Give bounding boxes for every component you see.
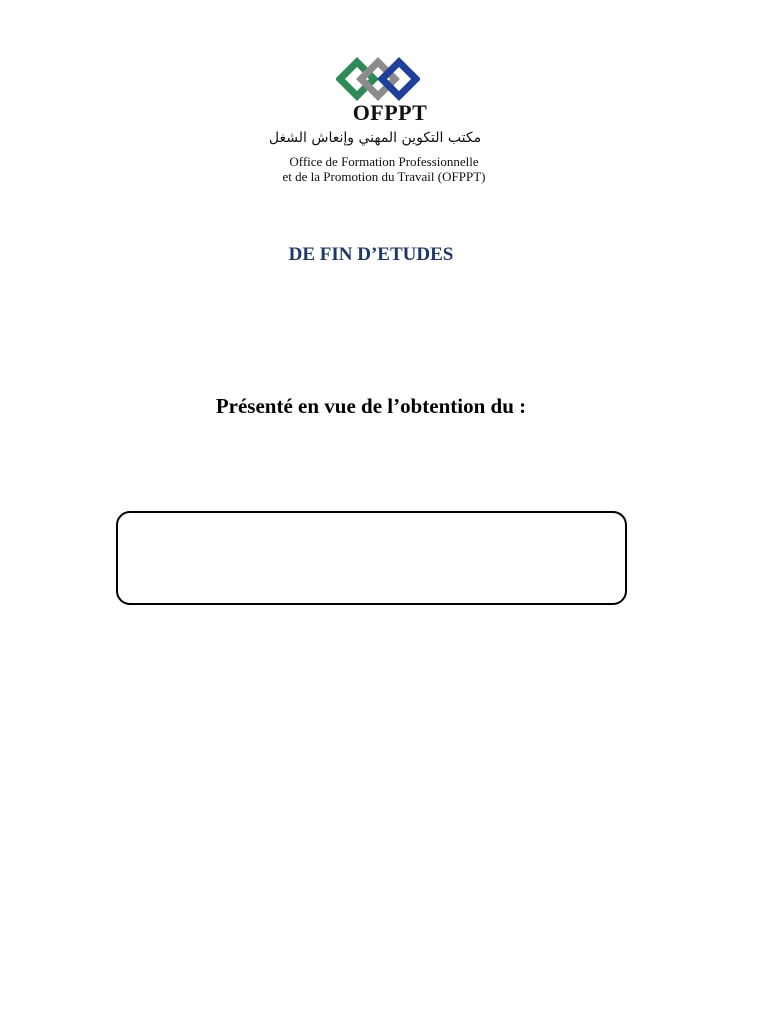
diploma-box bbox=[116, 511, 627, 605]
ofppt-logo-icon bbox=[336, 56, 420, 102]
organization-line-1: Office de Formation Professionnelle bbox=[289, 154, 479, 169]
logo-arabic-name: مكتب التكوين المهني وإنعاش الشغل bbox=[268, 130, 482, 146]
organization-name bbox=[0, 154, 768, 184]
organization-line-2: et de la Promotion du Travail (OFPPT) bbox=[282, 169, 486, 184]
document-type-title: DE FIN D’ETUDES bbox=[288, 244, 454, 265]
presented-for-text: Présenté en vue de l’obtention du : bbox=[215, 394, 527, 418]
logo-wordmark: OFPPT bbox=[352, 100, 428, 125]
